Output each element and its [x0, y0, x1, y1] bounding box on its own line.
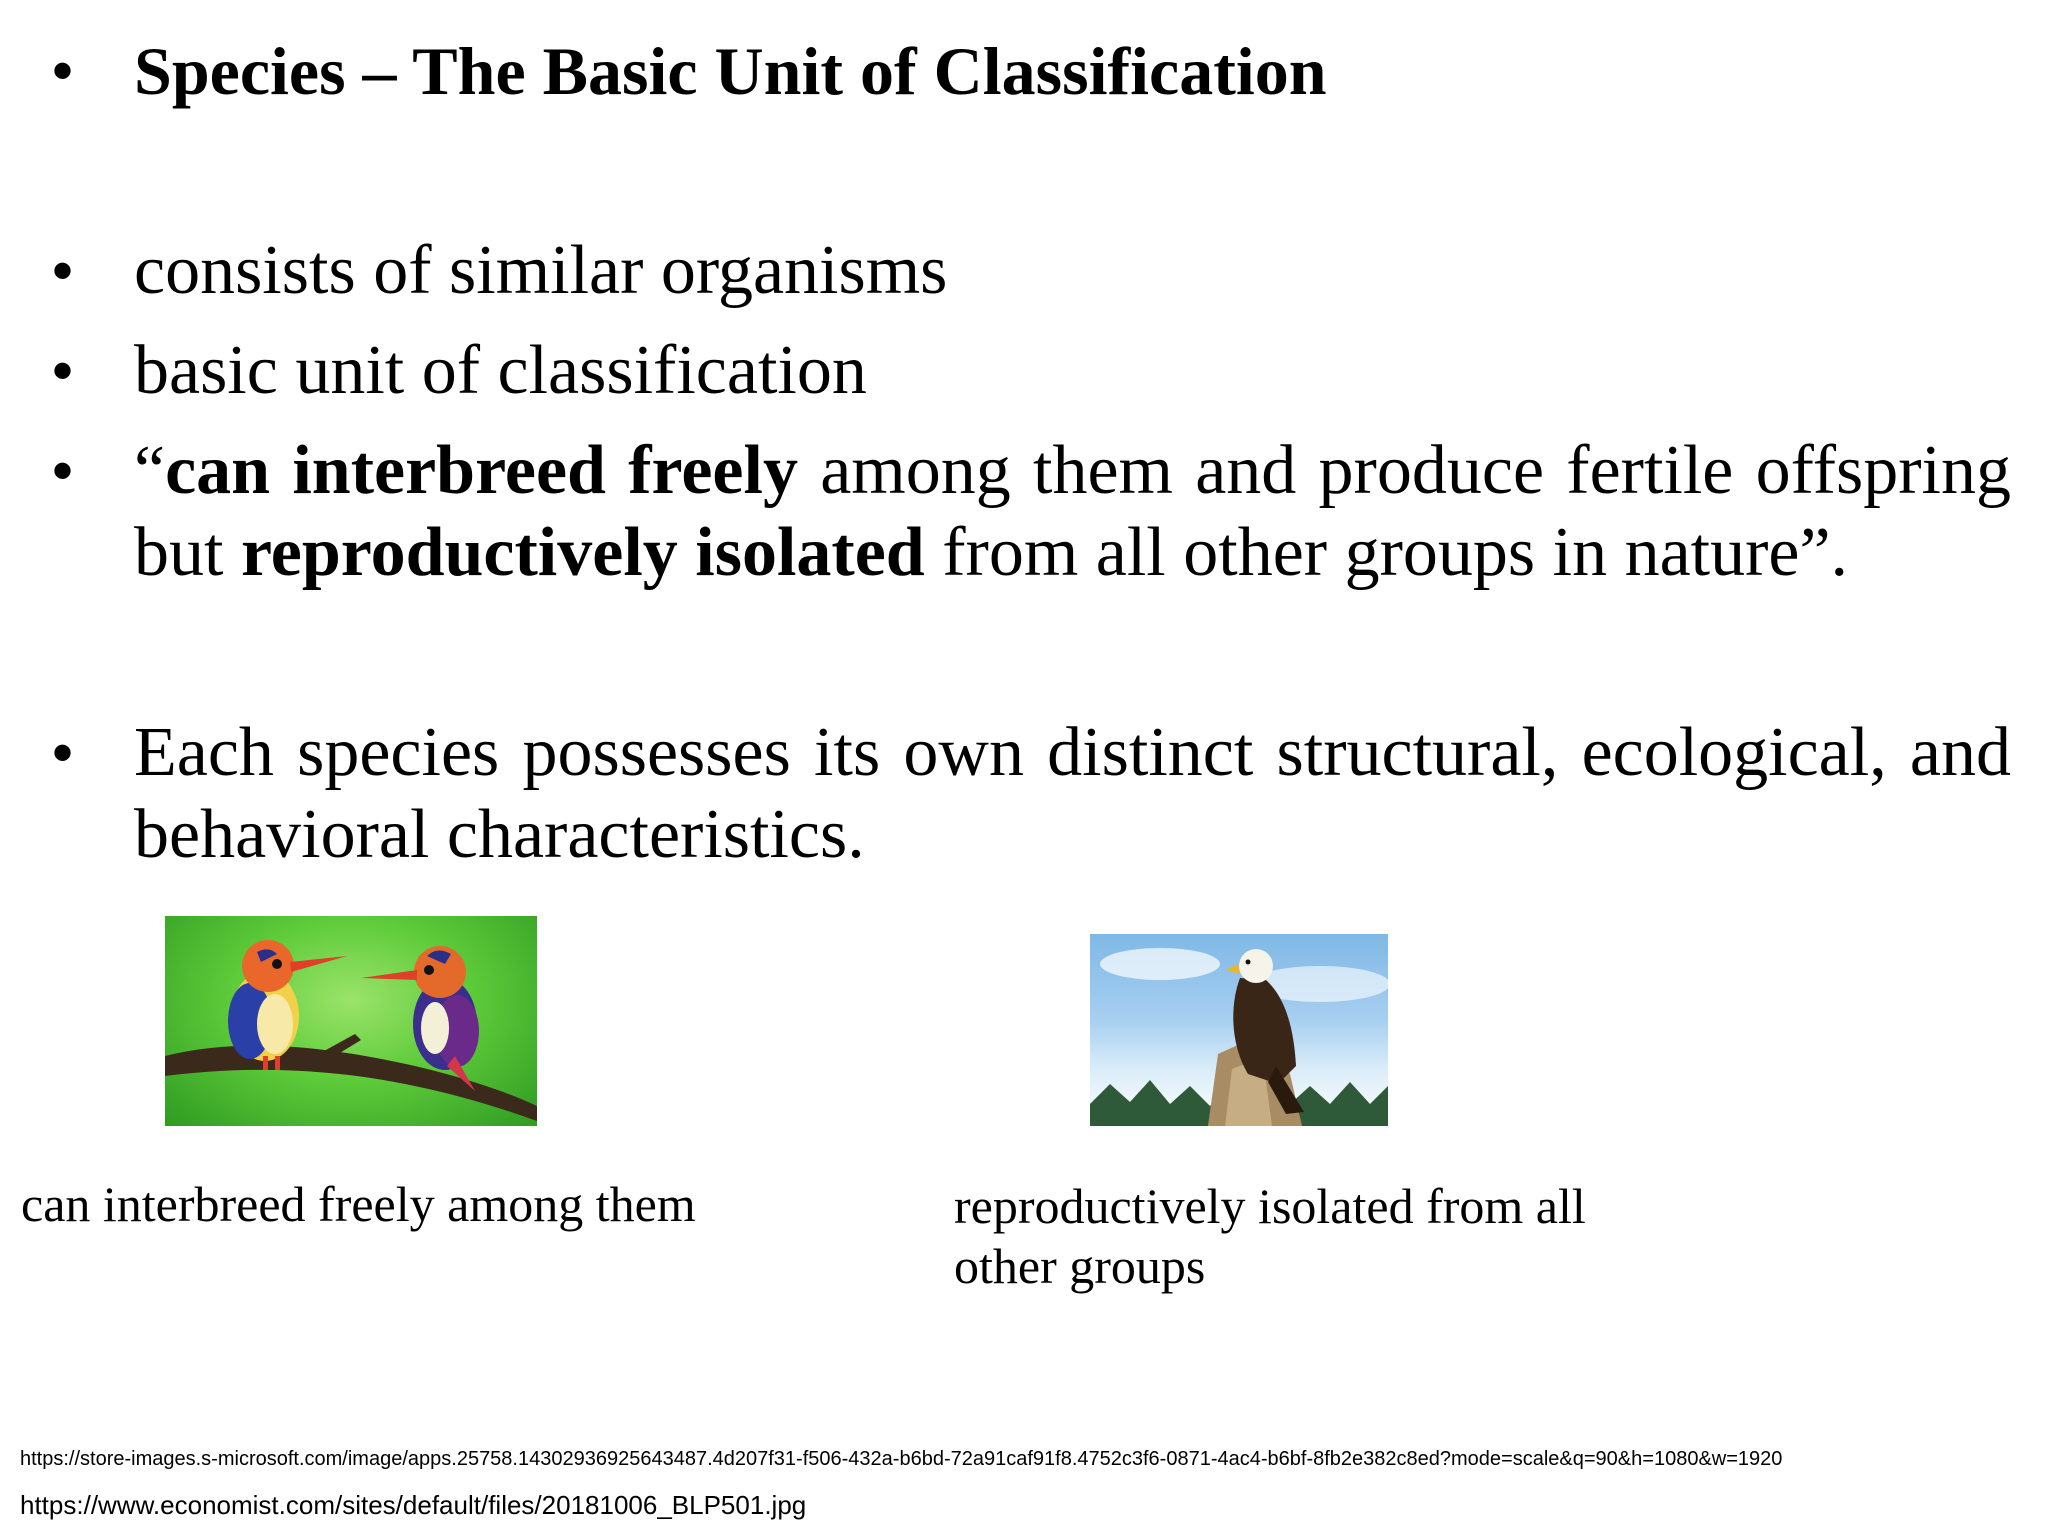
bullet-point-2 — [52, 330, 2012, 412]
point-text: consists of similar organisms — [134, 232, 948, 309]
open-quote: “ — [134, 432, 166, 509]
bold-isolated: reproductively isolated — [240, 514, 925, 591]
characteristics-bullet — [52, 712, 2012, 876]
eagle-illustration — [1090, 934, 1388, 1126]
definition-middle: among them and produce fertile offspring but — [134, 432, 2011, 591]
title-bullet-row — [52, 30, 2012, 112]
definition-text — [134, 430, 2011, 594]
bullet-marker: • — [52, 719, 74, 786]
bullet-point-1 — [52, 230, 2012, 312]
slide-title: Species – The Basic Unit of Classification — [134, 33, 1327, 109]
bold-interbreed: can interbreed freely — [165, 432, 798, 509]
eagle-photo — [1090, 934, 1388, 1126]
bullet-marker: • — [52, 37, 74, 104]
bullet-marker: • — [52, 337, 74, 404]
kingfishers-illustration — [165, 916, 537, 1126]
definition-end: from all other groups in nature”. — [924, 514, 1849, 591]
image-credit-1: https://store-images.s-microsoft.com/image/apps.25758.14302936925643487.4d207f31-f506-432a-b6bd-72a91caf91f8.4752c3f6-0871-4ac4-b6bf-8fb2e382c8ed?mode=scale&q=90&h=1080&w=1920 — [20, 1448, 1783, 1470]
characteristics-text: Each species possesses its own distinct structural, ecological, and behavioral characteristics. — [134, 714, 2011, 873]
right-caption-line-2: other groups — [954, 1238, 1206, 1294]
kingfishers-photo — [165, 916, 537, 1126]
image-credit-2: https://www.economist.com/sites/default/files/20181006_BLP501.jpg — [20, 1490, 807, 1520]
bullet-marker: • — [52, 437, 74, 504]
bullet-marker: • — [52, 237, 74, 304]
right-caption-line-1: reproductively isolated from all — [954, 1178, 1586, 1234]
point-text: basic unit of classification — [134, 332, 867, 409]
definition-bullet — [52, 430, 2012, 594]
left-caption: can interbreed freely among them — [21, 1176, 696, 1232]
